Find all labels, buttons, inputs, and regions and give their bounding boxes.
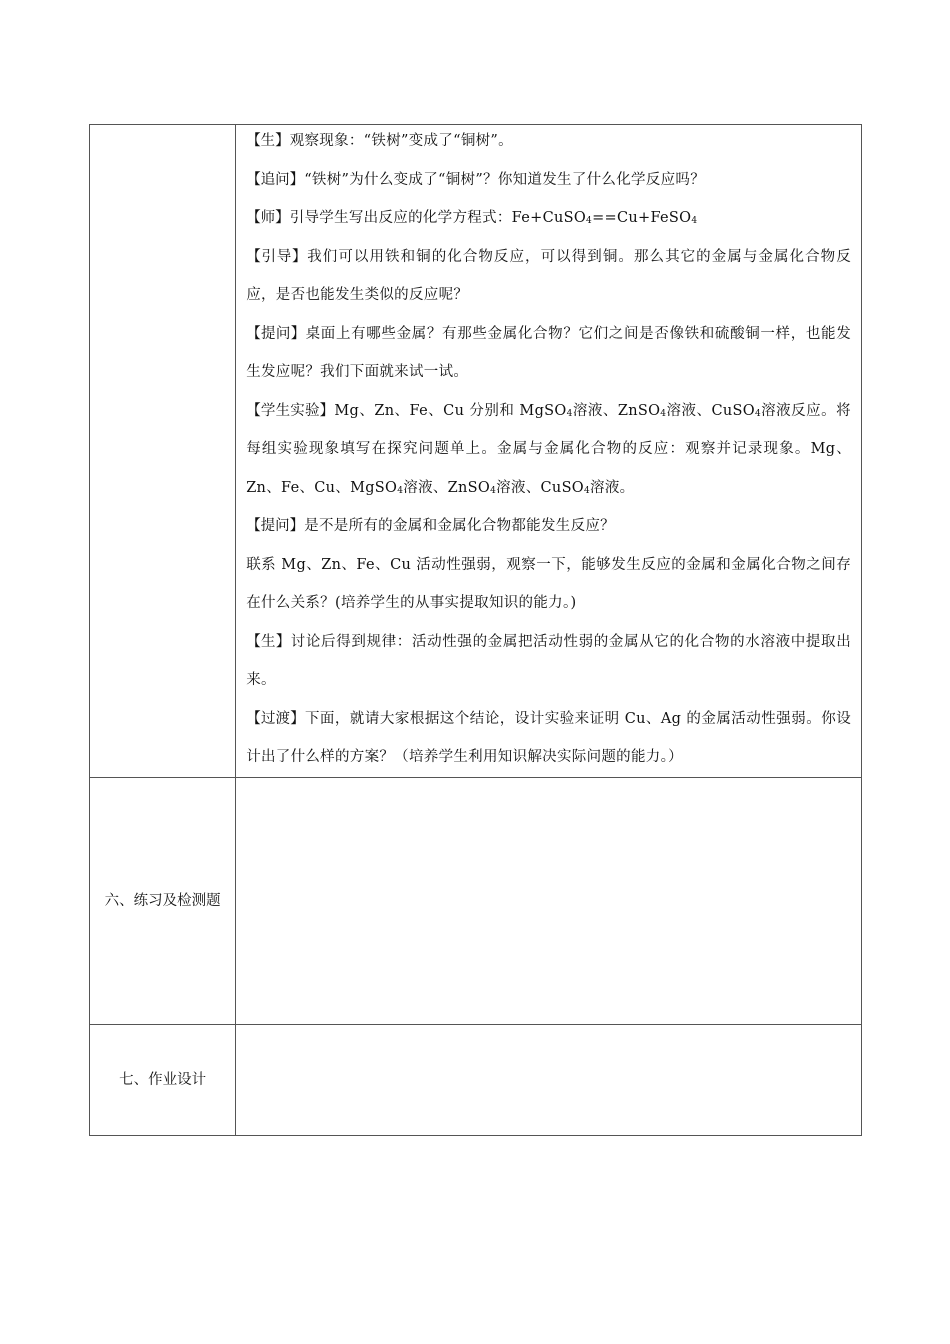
paragraph-guide — [246, 238, 851, 315]
paragraph-text: 溶液、CuSO — [666, 402, 755, 419]
paragraph-text: 溶液、ZnSO — [572, 402, 661, 419]
subscript: 4 — [691, 216, 698, 226]
paragraph-text: 溶液、CuSO — [496, 479, 584, 496]
paragraph-text: 联系 Mg、Zn、Fe、Cu 活动性强弱，观察一下，能够发生反应的金属和金属化合物之间存在什么关系？(培养学生的从事实提取知识的能力。) — [246, 556, 851, 611]
subscript: 4 — [397, 485, 404, 496]
paragraph-text: 溶液、ZnSO — [403, 479, 491, 496]
paragraph-text: Mg、Zn、Fe、Cu 分别和 MgSO — [334, 402, 567, 419]
subscript: 4 — [586, 216, 593, 226]
tag-label: 【过渡】 — [246, 710, 305, 727]
paragraph-text: “铁树”为什么变成了“铜树”？你知道发生了什么化学反应吗？ — [304, 171, 706, 188]
paragraph-text: 桌面上有哪些金属？有那些金属化合物？它们之间是否像铁和硫酸铜一样，也能发生发应呢？我们下面就来试一试。 — [246, 325, 851, 380]
process-content-cell — [236, 125, 862, 778]
paragraph-text: 讨论后得到规律：活动性强的金属把活动性弱的金属从它的化合物的水溶液中提取出来。 — [246, 633, 851, 688]
homework-section-label: 七、作业设计 — [90, 1024, 236, 1135]
paragraph-text: 观察现象：“铁树”变成了“铜树”。 — [289, 133, 513, 149]
subscript: 4 — [754, 408, 761, 419]
paragraph-text: 引导学生写出反应的化学方程式：Fe+CuSO — [289, 210, 587, 226]
homework-row — [90, 1024, 862, 1135]
subscript: 4 — [490, 485, 497, 496]
paragraph-teacher-equation — [246, 199, 851, 238]
paragraph-text: 是不是所有的金属和金属化合物都能发生反应？ — [304, 518, 615, 534]
paragraph-follow-up-question — [246, 161, 851, 200]
subscript: 4 — [584, 485, 591, 496]
homework-content-cell — [236, 1024, 862, 1135]
paragraph-text: 溶液。 — [590, 479, 635, 496]
tag-label: 【生】 — [246, 633, 291, 650]
paragraph-question-all-react — [246, 507, 851, 546]
process-row — [90, 125, 862, 778]
paragraph-student-experiment — [246, 392, 851, 508]
paragraph-text: 溶液反应。将每组实验现象填写在探究问题单上。金属与金属化合物的反应：观察并记录现象。Mg、Zn、Fe、Cu、MgSO — [246, 402, 851, 496]
process-label-cell — [90, 125, 236, 778]
subscript: 4 — [660, 408, 667, 419]
practice-section-label: 六、练习及检测题 — [90, 777, 236, 1024]
lesson-plan-table — [89, 124, 862, 1136]
tag-label: 【师】 — [246, 210, 290, 226]
paragraph-text: 我们可以用铁和铜的化合物反应，可以得到铜。那么其它的金属与金属化合物反应，是否也能发生类似的反应呢？ — [246, 248, 852, 303]
practice-row — [90, 777, 862, 1024]
paragraph-question-metals — [246, 315, 851, 392]
subscript: 4 — [566, 408, 573, 419]
tag-label: 【引导】 — [246, 248, 308, 265]
paragraph-activity-relation — [246, 546, 851, 623]
tag-label: 【追问】 — [246, 171, 305, 188]
tag-label: 【学生实验】 — [246, 402, 335, 419]
paragraph-text: 下面，就请大家根据这个结论，设计实验来证明 Cu、Ag 的金属活动性强弱。你设计出了什么样的方案？（培养学生利用知识解决实际问题的能力。） — [246, 710, 852, 765]
practice-content-cell — [236, 777, 862, 1024]
tag-label: 【生】 — [246, 133, 290, 149]
paragraph-student-observe — [246, 122, 851, 161]
tag-label: 【提问】 — [246, 325, 306, 342]
paragraph-student-rule — [246, 623, 851, 700]
tag-label: 【提问】 — [246, 518, 305, 534]
paragraph-transition — [246, 700, 851, 777]
paragraph-text: ==Cu+FeSO — [592, 210, 692, 226]
